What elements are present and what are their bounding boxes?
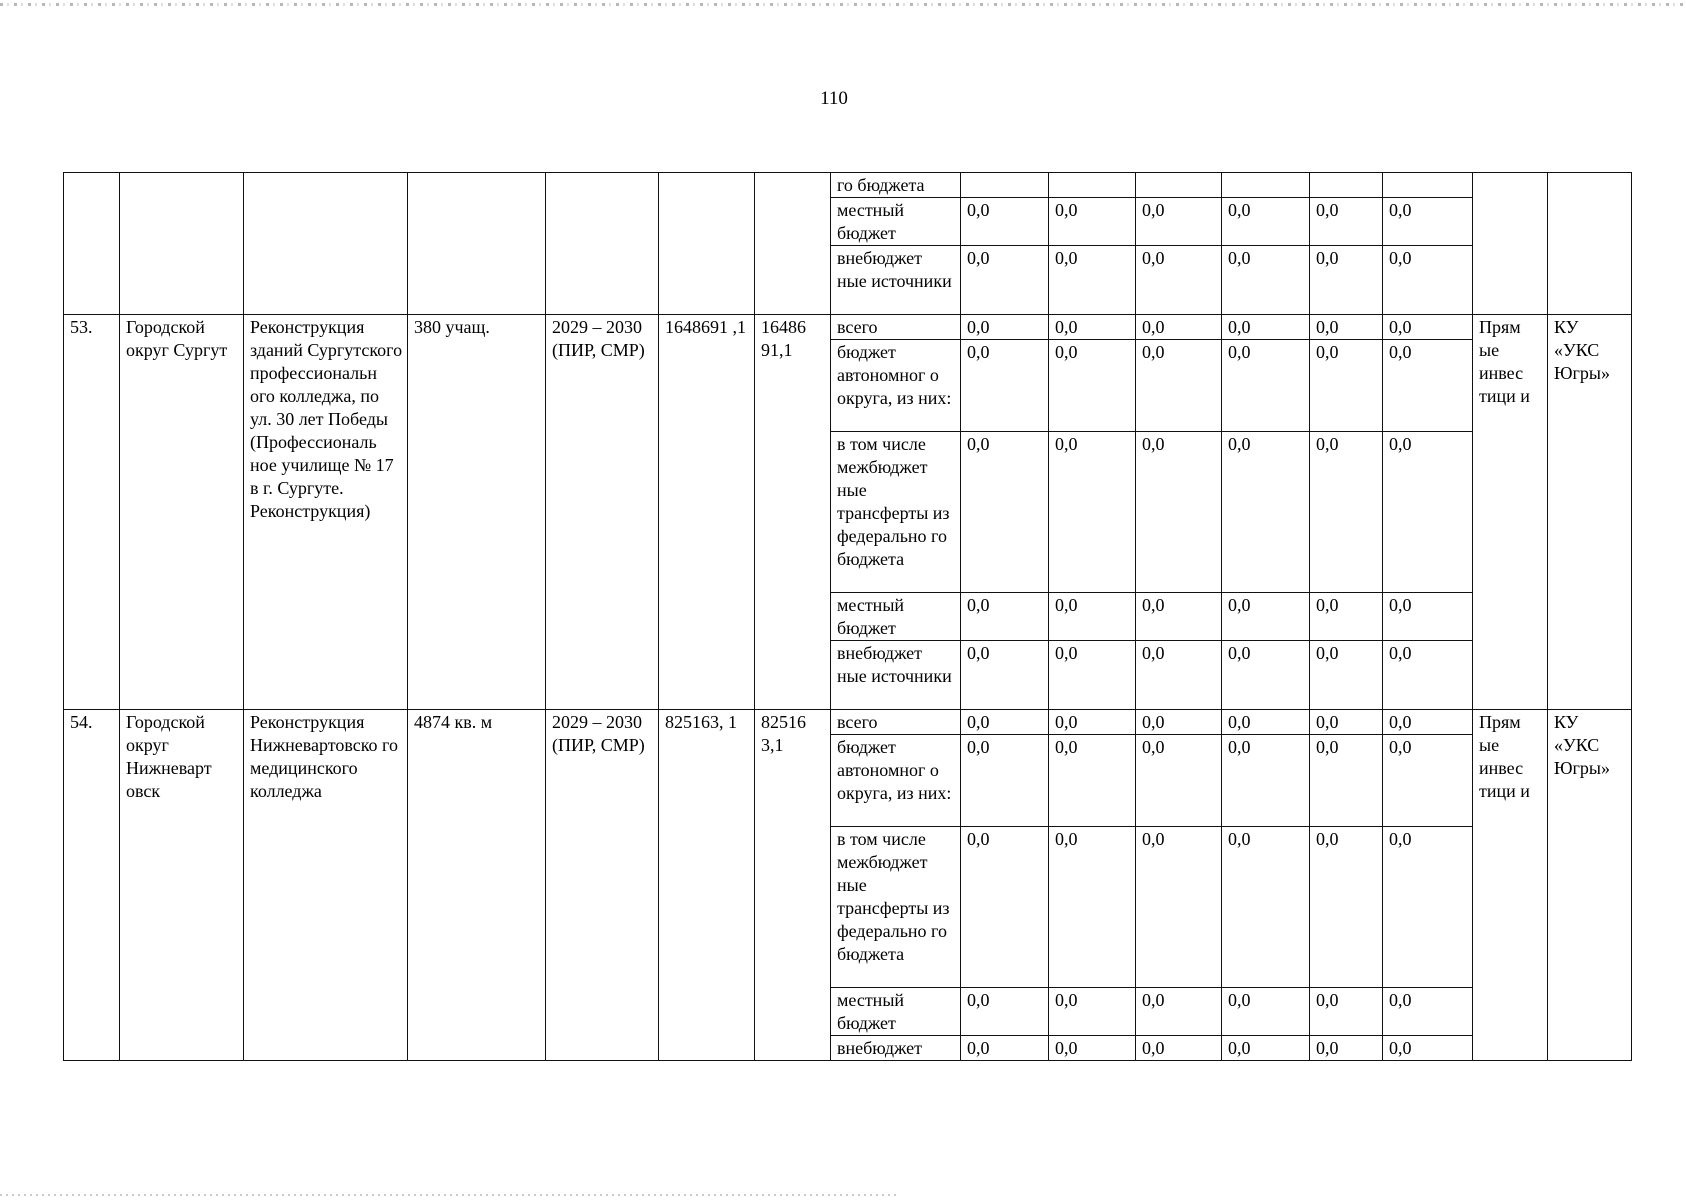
value-cell: 0,0 (1222, 246, 1310, 315)
object-name-cell: Реконструкция зданий Сургутского профессиональн ого колледжа, по ул. 30 лет Победы (Профессиональ ное училище № 17 в г. Сургуте. Реконструкция) (244, 315, 408, 710)
value-cell: 0,0 (1136, 827, 1222, 988)
investment-form-cell: Прям ые инвес тици и (1473, 710, 1548, 1061)
period-cell: 2029 – 2030 (ПИР, СМР) (546, 315, 659, 710)
carry-investment-form-cell (1473, 173, 1548, 315)
value-cell: 0,0 (961, 593, 1049, 641)
carry-period-cell (546, 173, 659, 315)
value-cell: 0,0 (1049, 593, 1136, 641)
value-cell: 0,0 (961, 340, 1049, 432)
value-cell: 0,0 (1222, 593, 1310, 641)
value-cell: 0,0 (1136, 988, 1222, 1036)
value-cell: 0,0 (1383, 827, 1473, 988)
funding-source-label: местный бюджет (831, 593, 961, 641)
value-cell: 0,0 (1049, 340, 1136, 432)
value-cell: 0,0 (961, 1036, 1049, 1061)
value-cell: 0,0 (1049, 1036, 1136, 1061)
funding-source-label: бюджет автономног о округа, из них: (831, 340, 961, 432)
carry-municipality-cell (120, 173, 244, 315)
value-cell: 0,0 (1136, 641, 1222, 710)
value-cell: 0,0 (1383, 735, 1473, 827)
investment-form-cell: Прям ые инвес тици и (1473, 315, 1548, 710)
carry-number-cell (64, 173, 120, 315)
value-cell: 0,0 (1310, 735, 1383, 827)
period-cell: 2029 – 2030 (ПИР, СМР) (546, 710, 659, 1061)
value-cell: 0,0 (1383, 340, 1473, 432)
value-cell: 0,0 (1222, 988, 1310, 1036)
scan-edge-top (0, 3, 1686, 6)
value-cell: 0,0 (1049, 432, 1136, 593)
municipality-cell: Городской округ Сургут (120, 315, 244, 710)
value-cell: 0,0 (1383, 710, 1473, 735)
page-number: 110 (820, 88, 848, 109)
value-cell: 0,0 (1222, 432, 1310, 593)
value-cell: 0,0 (1136, 1036, 1222, 1061)
cost-total-cell: 1648691 ,1 (659, 315, 755, 710)
value-cell: 0,0 (1136, 198, 1222, 246)
value-cell: 0,0 (1310, 593, 1383, 641)
value-cell: 0,0 (1310, 315, 1383, 340)
value-cell: 0,0 (1310, 432, 1383, 593)
value-cell: 0,0 (961, 246, 1049, 315)
scan-edge-bottom (0, 1194, 900, 1196)
investment-table (63, 172, 1632, 1061)
table-row (64, 173, 1632, 198)
funding-source-label: го бюджета (831, 173, 961, 198)
value-cell: 0,0 (1136, 593, 1222, 641)
carry-customer-cell (1548, 173, 1632, 315)
value-cell: 0,0 (961, 710, 1049, 735)
value-cell: 0,0 (1310, 827, 1383, 988)
value-cell: 0,0 (1136, 710, 1222, 735)
value-cell: 0,0 (961, 315, 1049, 340)
funding-source-label: в том числе межбюджет ные трансферты из федерально го бюджета (831, 432, 961, 593)
entry-number: 53. (64, 315, 120, 710)
funding-source-label: внебюджет ные источники (831, 246, 961, 315)
value-cell: 0,0 (1049, 641, 1136, 710)
funding-source-label: внебюджет (831, 1036, 961, 1061)
value-cell: 0,0 (1136, 432, 1222, 593)
cost-remaining-cell: 82516 3,1 (755, 710, 831, 1061)
customer-cell: КУ «УКС Югры» (1548, 315, 1632, 710)
object-name-cell: Реконструкция Нижневартовско го медицинского колледжа (244, 710, 408, 1061)
value-cell: 0,0 (1136, 735, 1222, 827)
carry-capacity-cell (408, 173, 546, 315)
value-cell: 0,0 (1383, 593, 1473, 641)
value-cell: 0,0 (1136, 340, 1222, 432)
funding-source-label: всего (831, 315, 961, 340)
value-cell: 0,0 (1222, 735, 1310, 827)
value-cell: 0,0 (961, 198, 1049, 246)
value-cell: 0,0 (1310, 641, 1383, 710)
value-cell: 0,0 (1222, 340, 1310, 432)
carry-cost-total-cell (659, 173, 755, 315)
table-row (64, 315, 1632, 340)
value-cell: 0,0 (1222, 827, 1310, 988)
value-cell (961, 173, 1049, 198)
value-cell (1310, 173, 1383, 198)
value-cell: 0,0 (1310, 1036, 1383, 1061)
municipality-cell: Городской округ Нижневарт овск (120, 710, 244, 1061)
table-row (64, 710, 1632, 735)
value-cell: 0,0 (961, 988, 1049, 1036)
capacity-cell: 380 учащ. (408, 315, 546, 710)
value-cell (1049, 173, 1136, 198)
value-cell: 0,0 (1049, 315, 1136, 340)
value-cell: 0,0 (1222, 710, 1310, 735)
value-cell: 0,0 (961, 432, 1049, 593)
funding-source-label: местный бюджет (831, 988, 961, 1036)
value-cell (1222, 173, 1310, 198)
value-cell: 0,0 (1222, 198, 1310, 246)
value-cell: 0,0 (1383, 1036, 1473, 1061)
entry-number: 54. (64, 710, 120, 1061)
capacity-cell: 4874 кв. м (408, 710, 546, 1061)
cost-remaining-cell: 16486 91,1 (755, 315, 831, 710)
customer-cell: КУ «УКС Югры» (1548, 710, 1632, 1061)
funding-source-label: в том числе межбюджет ные трансферты из федерально го бюджета (831, 827, 961, 988)
funding-source-label: всего (831, 710, 961, 735)
value-cell: 0,0 (961, 641, 1049, 710)
value-cell: 0,0 (1383, 315, 1473, 340)
value-cell: 0,0 (1310, 988, 1383, 1036)
carry-object-cell (244, 173, 408, 315)
value-cell: 0,0 (1310, 198, 1383, 246)
cost-total-cell: 825163, 1 (659, 710, 755, 1061)
value-cell: 0,0 (1310, 246, 1383, 315)
carry-cost-remaining-cell (755, 173, 831, 315)
value-cell: 0,0 (961, 735, 1049, 827)
value-cell: 0,0 (1222, 1036, 1310, 1061)
value-cell: 0,0 (1383, 246, 1473, 315)
value-cell: 0,0 (1222, 315, 1310, 340)
value-cell: 0,0 (1049, 827, 1136, 988)
value-cell (1136, 173, 1222, 198)
value-cell: 0,0 (1136, 315, 1222, 340)
value-cell: 0,0 (1049, 735, 1136, 827)
value-cell: 0,0 (1383, 641, 1473, 710)
value-cell: 0,0 (1310, 340, 1383, 432)
value-cell: 0,0 (1383, 988, 1473, 1036)
value-cell: 0,0 (1383, 198, 1473, 246)
funding-source-label: местный бюджет (831, 198, 961, 246)
value-cell: 0,0 (1049, 198, 1136, 246)
value-cell: 0,0 (1383, 432, 1473, 593)
value-cell: 0,0 (961, 827, 1049, 988)
value-cell: 0,0 (1310, 710, 1383, 735)
value-cell: 0,0 (1049, 246, 1136, 315)
funding-source-label: бюджет автономног о округа, из них: (831, 735, 961, 827)
value-cell: 0,0 (1049, 710, 1136, 735)
value-cell: 0,0 (1222, 641, 1310, 710)
value-cell: 0,0 (1049, 988, 1136, 1036)
value-cell (1383, 173, 1473, 198)
funding-source-label: внебюджет ные источники (831, 641, 961, 710)
value-cell: 0,0 (1136, 246, 1222, 315)
